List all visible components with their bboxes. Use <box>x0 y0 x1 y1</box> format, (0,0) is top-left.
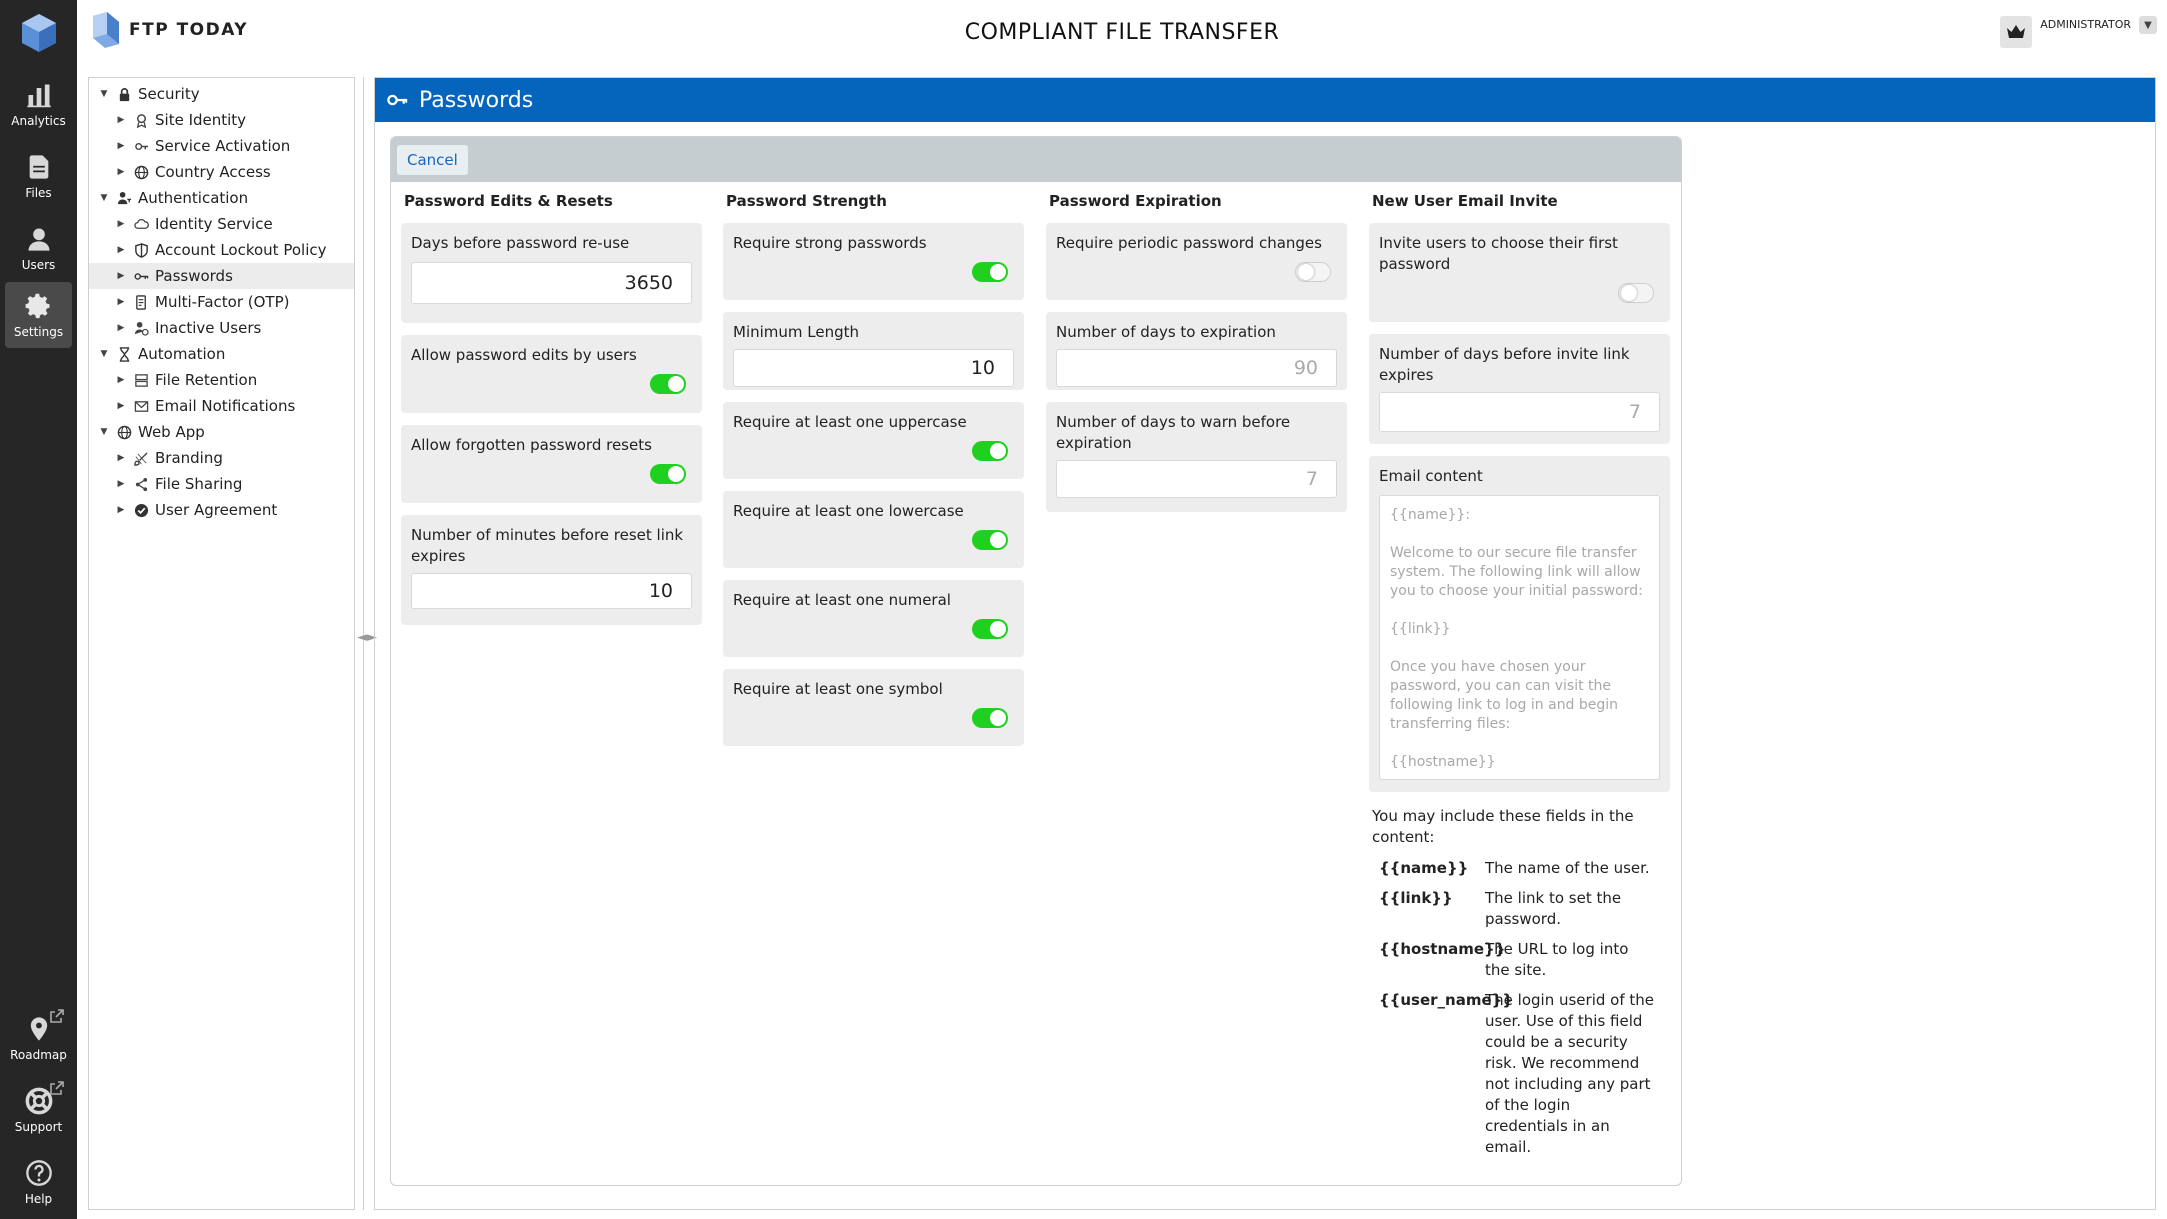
globe-icon <box>116 424 132 440</box>
symbol-card <box>723 669 1024 746</box>
tree-item-inactive-users[interactable] <box>89 315 354 341</box>
passwords-form <box>390 136 1682 1186</box>
tree-item-label: Account Lockout Policy <box>155 241 327 259</box>
column-strength <box>723 192 1024 758</box>
tree-item-label: Country Access <box>155 163 271 181</box>
strong-passwords-toggle[interactable] <box>972 262 1008 282</box>
settings-tree <box>88 77 355 1210</box>
form-toolbar <box>391 137 1681 182</box>
tree-item-automation[interactable] <box>89 341 354 367</box>
upper-label: Require at least one uppercase <box>733 413 967 431</box>
caret-right-icon[interactable]: ▶ <box>117 167 125 177</box>
caret-right-icon[interactable]: ▶ <box>117 401 125 411</box>
external-link-icon <box>50 1009 64 1023</box>
caret-right-icon[interactable]: ▶ <box>117 297 125 307</box>
caret-right-icon[interactable]: ▶ <box>117 245 125 255</box>
shield-icon <box>133 242 149 258</box>
fields-legend <box>1369 858 1670 1158</box>
caret-down-icon[interactable]: ▼ <box>100 89 108 99</box>
tree-item-label: Multi-Factor (OTP) <box>155 293 290 311</box>
warn-days-label: Number of days to warn before expiration <box>1056 413 1291 452</box>
brush-icon <box>133 450 149 466</box>
field-desc: The login userid of the user. Use of this field could be a security risk. We recommend not including any part of the login credentials in an email. <box>1485 991 1654 1156</box>
server-icon <box>133 372 149 388</box>
field-key: {{hostname}} <box>1379 940 1506 958</box>
invite-days-card <box>1369 334 1670 444</box>
column-expiration <box>1046 192 1347 524</box>
email-content-label: Email content <box>1379 467 1483 485</box>
bar-chart-icon <box>25 81 53 109</box>
field-row <box>1369 858 1670 879</box>
strong-label: Require strong passwords <box>733 234 927 252</box>
person-key-icon <box>116 190 132 206</box>
globe-icon <box>133 164 149 180</box>
min-length-card <box>723 312 1024 390</box>
tree-item-label: Passwords <box>155 267 233 285</box>
tree-item-label: Email Notifications <box>155 397 296 415</box>
tree-item-email-notifications[interactable] <box>89 393 354 419</box>
tree-item-passwords[interactable] <box>89 263 354 289</box>
numeral-card <box>723 580 1024 657</box>
column-title: Password Edits & Resets <box>404 192 613 210</box>
tree-item-label: File Retention <box>155 371 258 389</box>
allow-edits-toggle[interactable] <box>650 374 686 394</box>
tree-item-label: Authentication <box>138 189 249 207</box>
field-row <box>1369 990 1670 1158</box>
choose-password-label: Invite users to choose their first password <box>1379 234 1618 273</box>
expiration-days-label: Number of days to expiration <box>1056 323 1276 341</box>
tree-item-account-lockout-policy[interactable] <box>89 237 354 263</box>
tree-item-label: Security <box>138 85 200 103</box>
column-title: Password Strength <box>726 192 887 210</box>
field-desc: The URL to log into the site. <box>1485 940 1629 979</box>
badge-icon <box>133 112 149 128</box>
share-icon <box>133 476 149 492</box>
tree-item-label: Automation <box>138 345 226 363</box>
field-row <box>1369 888 1670 930</box>
tree-item-label: Site Identity <box>155 111 247 129</box>
tree-item-label: Inactive Users <box>155 319 262 337</box>
user-menu[interactable] <box>2000 16 2157 48</box>
main-panel <box>374 77 2156 1210</box>
tree-item-web-app[interactable] <box>89 419 354 445</box>
field-key: {{user_name}} <box>1379 991 1513 1009</box>
invite-days-label: Number of days before invite link expires <box>1379 345 1630 384</box>
uppercase-toggle[interactable] <box>972 441 1008 461</box>
rail-analytics-label: Analytics <box>11 113 66 128</box>
chevron-down-icon[interactable]: ▼ <box>2139 16 2157 34</box>
fields-note: You may include these fields in the content: <box>1372 807 1634 846</box>
caret-right-icon[interactable]: ▶ <box>117 505 125 515</box>
allow-edits-card <box>401 335 702 413</box>
min-length-input[interactable]: 10 <box>733 349 1014 387</box>
caret-right-icon[interactable]: ▶ <box>117 141 125 151</box>
tree-item-label: File Sharing <box>155 475 243 493</box>
email-content-textarea[interactable]: {{name}}: Welcome to our secure file transfer system. The following link will allow you to choose your initial password: {{link}} Once you have chosen your password, you can can visit the following link to log in and begin transferring files: {{hostname}} <box>1379 495 1660 780</box>
symbol-toggle[interactable] <box>972 708 1008 728</box>
reset-minutes-label: Number of minutes before reset link expires <box>411 526 684 565</box>
section-title: Passwords <box>419 87 534 113</box>
caret-down-icon[interactable]: ▼ <box>100 427 108 437</box>
rail-roadmap[interactable] <box>5 1003 72 1073</box>
rail-users[interactable] <box>5 216 72 280</box>
key-icon <box>133 268 149 284</box>
app-rail <box>0 0 77 1219</box>
rail-files-label: Files <box>25 185 52 200</box>
field-key: {{name}} <box>1379 859 1469 877</box>
tree-item-label: Branding <box>155 449 223 467</box>
lock-icon <box>116 86 132 102</box>
invite-days-input[interactable]: 7 <box>1379 392 1660 432</box>
tree-item-label: User Agreement <box>155 501 278 519</box>
choose-password-card <box>1369 223 1670 322</box>
rail-help-label: Help <box>24 1191 53 1206</box>
rail-analytics[interactable] <box>5 72 72 136</box>
tree-item-multi-factor-otp[interactable] <box>89 289 354 315</box>
expiration-days-input[interactable]: 90 <box>1056 349 1337 387</box>
reuse-label: Days before password re-use <box>411 234 630 252</box>
app-logo-icon[interactable] <box>20 12 58 54</box>
numeral-toggle[interactable] <box>972 619 1008 639</box>
gear-icon <box>25 292 53 320</box>
periodic-changes-toggle[interactable] <box>1295 262 1331 282</box>
caret-right-icon[interactable]: ▶ <box>117 479 125 489</box>
tree-item-country-access[interactable] <box>89 159 354 185</box>
rail-support-label: Support <box>14 1119 63 1134</box>
tree-item-label: Service Activation <box>155 137 291 155</box>
tree-item-service-activation[interactable] <box>89 133 354 159</box>
caret-right-icon[interactable]: ▶ <box>117 271 125 281</box>
allow-edits-label: Allow password edits by users <box>411 346 637 364</box>
upper-card <box>723 402 1024 479</box>
check-circle-icon <box>133 502 149 518</box>
tree-item-security[interactable] <box>89 81 354 107</box>
rail-users-label: Users <box>21 257 56 272</box>
caret-right-icon[interactable]: ▶ <box>117 453 125 463</box>
tree-item-label: Identity Service <box>155 215 273 233</box>
rail-files[interactable] <box>5 144 72 208</box>
key-switch-icon <box>133 138 149 154</box>
field-key: {{link}} <box>1379 889 1453 907</box>
rail-settings-label: Settings <box>13 324 64 339</box>
reuse-days-input[interactable]: 3650 <box>411 262 692 304</box>
tree-item-file-sharing[interactable] <box>89 471 354 497</box>
reset-minutes-card <box>401 515 702 625</box>
caret-down-icon[interactable]: ▼ <box>100 193 108 203</box>
rail-help[interactable] <box>5 1147 72 1217</box>
tree-item-authentication[interactable] <box>89 185 354 211</box>
column-title: New User Email Invite <box>1372 192 1558 210</box>
tree-item-site-identity[interactable] <box>89 107 354 133</box>
reset-minutes-input[interactable]: 10 <box>411 573 692 609</box>
periodic-label: Require periodic password changes <box>1056 234 1322 252</box>
section-header <box>375 78 2155 122</box>
otp-icon <box>133 294 149 310</box>
caret-right-icon[interactable]: ▶ <box>117 375 125 385</box>
lowercase-toggle[interactable] <box>972 530 1008 550</box>
forgotten-label: Allow forgotten password resets <box>411 436 652 454</box>
caret-right-icon[interactable]: ▶ <box>117 219 125 229</box>
tree-item-branding[interactable] <box>89 445 354 471</box>
hourglass-icon <box>116 346 132 362</box>
expiration-days-card <box>1046 312 1347 390</box>
warn-days-input[interactable]: 7 <box>1056 460 1337 498</box>
periodic-card <box>1046 223 1347 300</box>
user-clock-icon <box>133 320 149 336</box>
help-icon <box>25 1159 53 1187</box>
column-edits-resets <box>401 192 702 637</box>
tree-item-user-agreement[interactable] <box>89 497 354 523</box>
caret-down-icon[interactable]: ▼ <box>100 349 108 359</box>
strong-card <box>723 223 1024 300</box>
rail-roadmap-label: Roadmap <box>10 1047 67 1062</box>
key-icon <box>387 89 409 111</box>
field-desc: The name of the user. <box>1485 859 1650 877</box>
files-icon <box>25 153 53 181</box>
page-title: COMPLIANT FILE TRANSFER <box>964 20 1280 45</box>
choose-password-toggle[interactable] <box>1618 283 1654 303</box>
rail-support[interactable] <box>5 1075 72 1145</box>
min-length-label: Minimum Length <box>733 323 860 341</box>
cloud-icon <box>133 216 149 232</box>
tree-item-identity-service[interactable] <box>89 211 354 237</box>
column-title: Password Expiration <box>1049 192 1222 210</box>
envelope-icon <box>133 398 149 414</box>
user-icon <box>25 225 53 253</box>
map-pin-icon <box>25 1015 53 1043</box>
lifebuoy-icon <box>25 1087 53 1115</box>
brand-name: FTP TODAY <box>129 20 249 40</box>
caret-right-icon[interactable]: ▶ <box>117 115 125 125</box>
field-desc: The link to set the password. <box>1485 889 1622 928</box>
app-header <box>77 0 2167 68</box>
panel-resize-handle[interactable]: ◄► <box>357 630 377 645</box>
tree-item-label: Web App <box>138 423 205 441</box>
symbol-label: Require at least one symbol <box>733 680 943 698</box>
lower-card <box>723 491 1024 568</box>
cancel-button[interactable]: Cancel <box>397 145 468 175</box>
email-content-card <box>1369 456 1670 792</box>
tree-item-file-retention[interactable] <box>89 367 354 393</box>
column-invite <box>1369 192 1670 1167</box>
forgotten-resets-toggle[interactable] <box>650 464 686 484</box>
numeral-label: Require at least one numeral <box>733 591 951 609</box>
field-row <box>1369 939 1670 981</box>
crown-icon[interactable] <box>2000 16 2032 48</box>
external-link-icon <box>50 1081 64 1095</box>
caret-right-icon[interactable]: ▶ <box>117 323 125 333</box>
user-role-label: ADMINISTRATOR <box>2040 18 2131 31</box>
lower-label: Require at least one lowercase <box>733 502 964 520</box>
reuse-card <box>401 223 702 323</box>
warn-days-card <box>1046 402 1347 512</box>
forgotten-card <box>401 425 702 503</box>
rail-settings[interactable] <box>5 282 72 348</box>
